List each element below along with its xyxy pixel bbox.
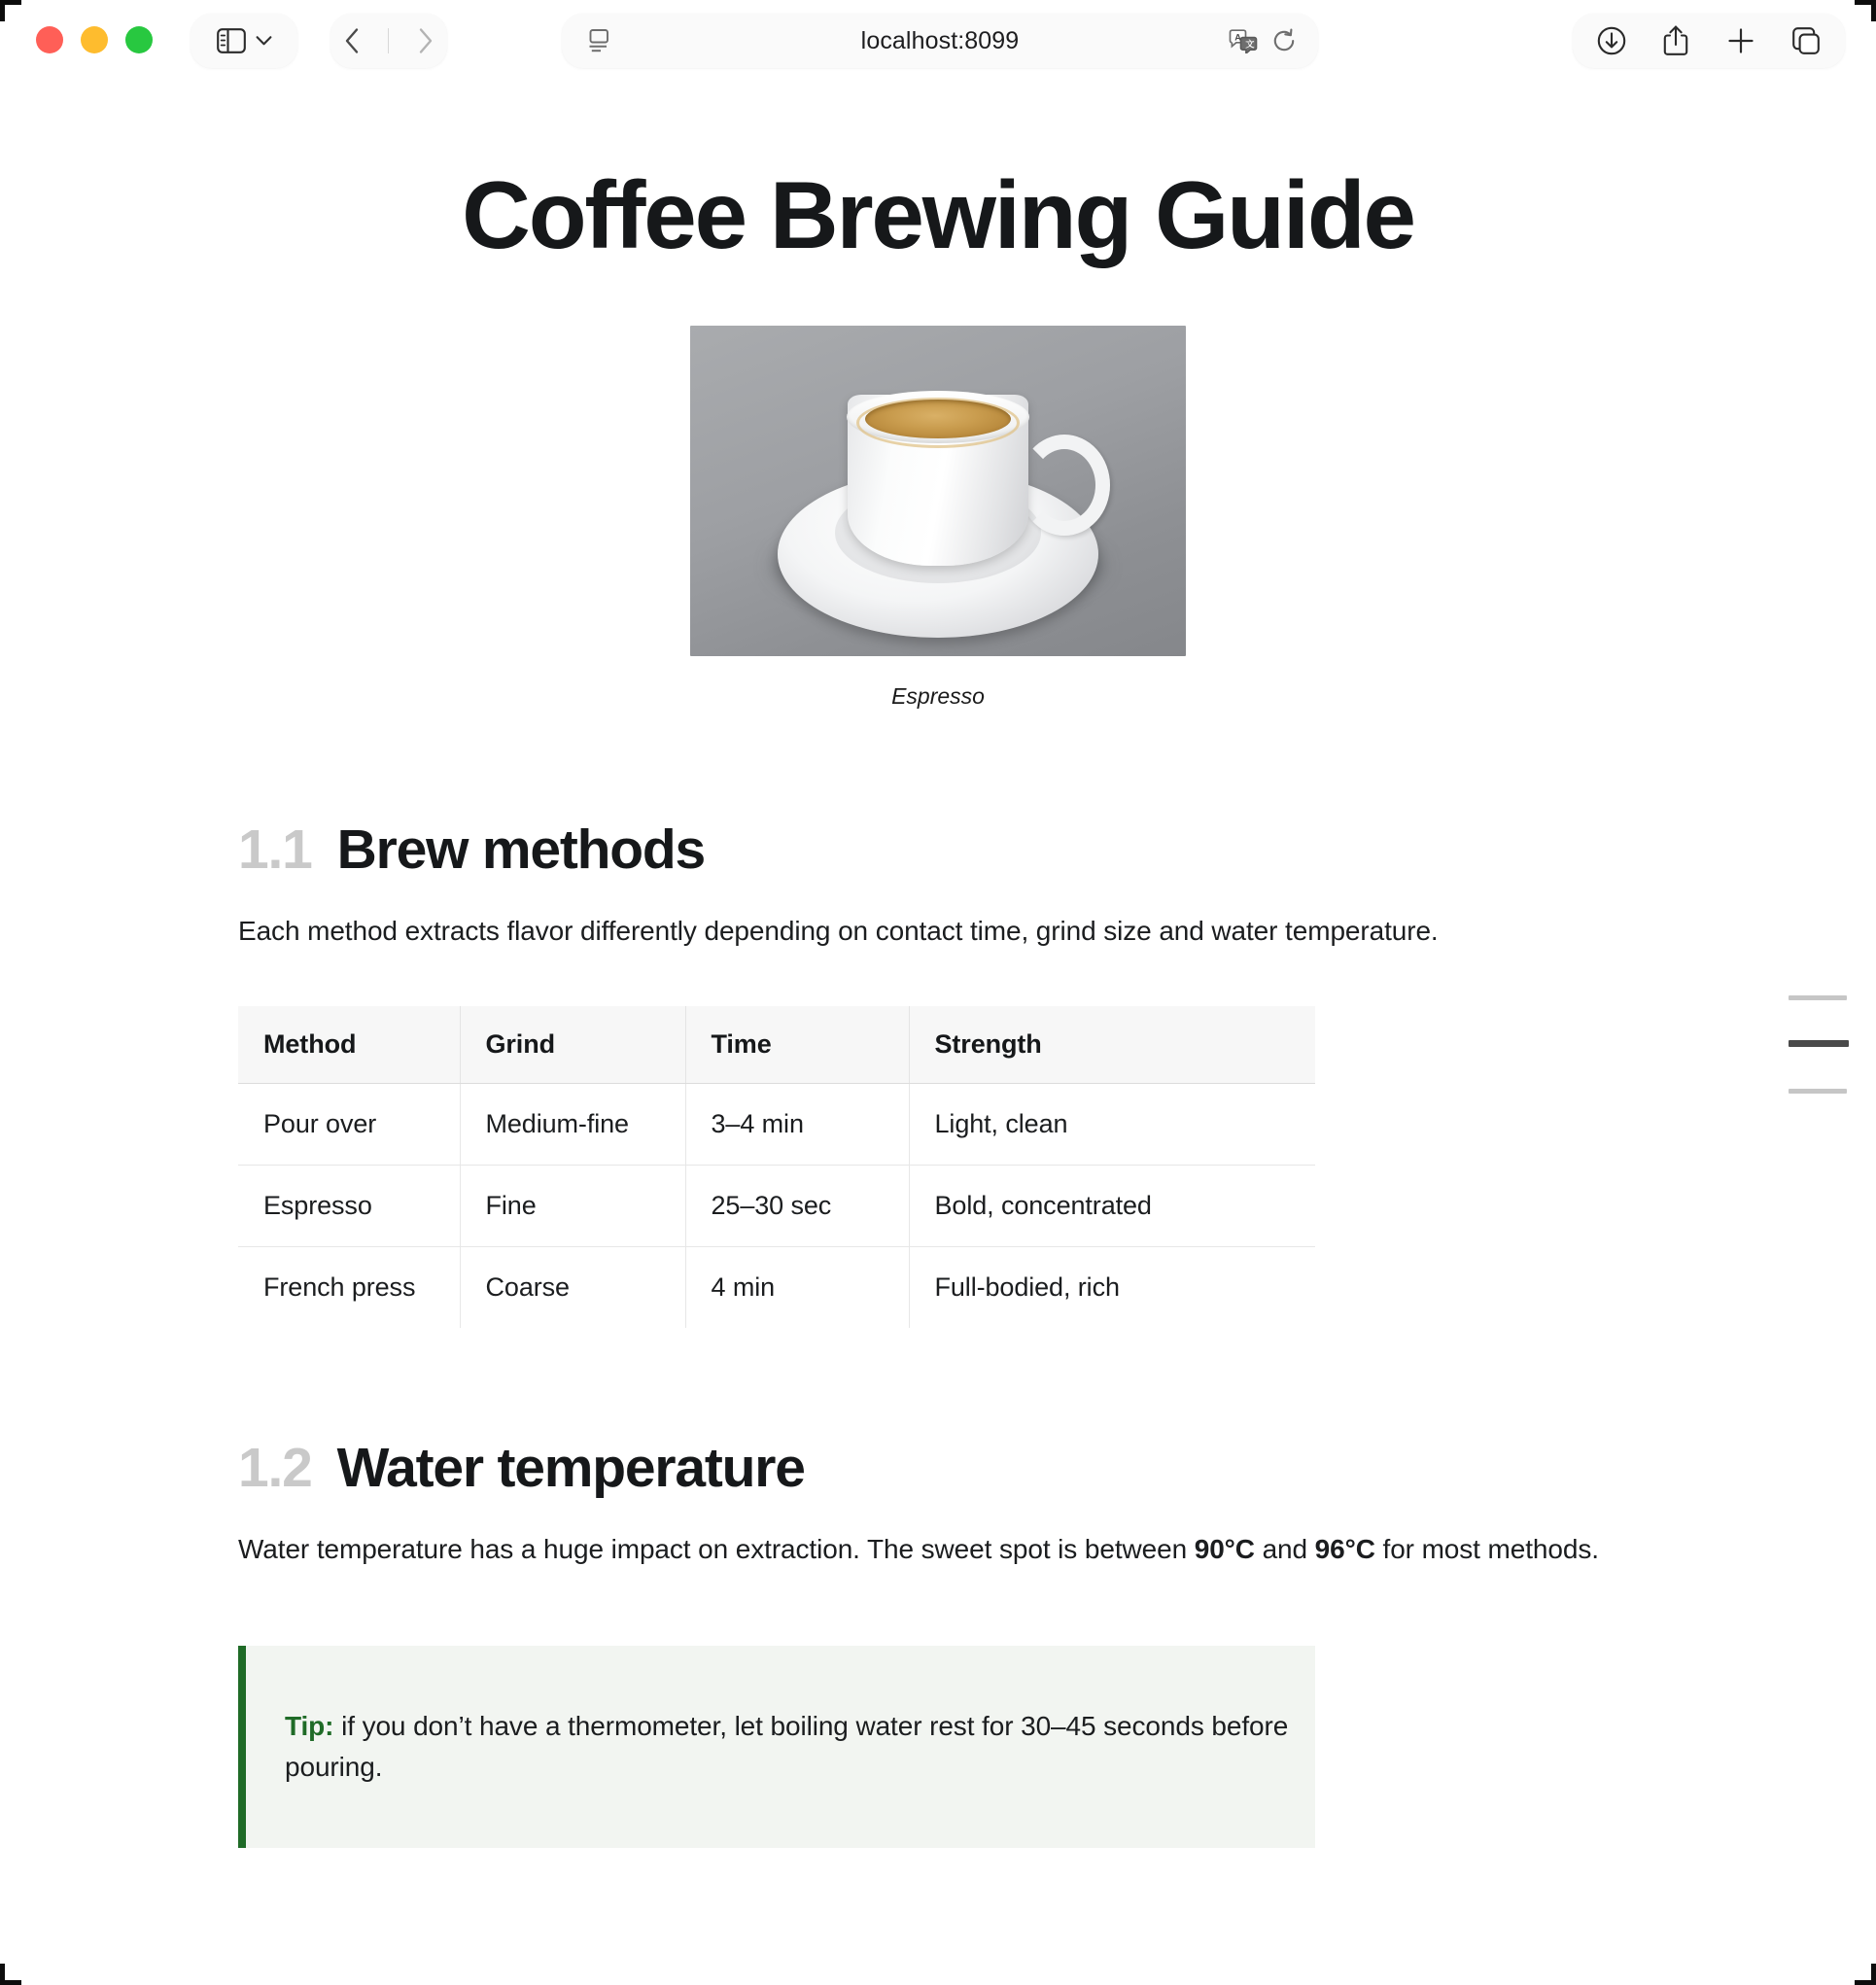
section-paragraph-1-2: [238, 1527, 1638, 1571]
corner-tick-br-v: [1871, 1964, 1876, 1985]
back-arrow-icon[interactable]: [344, 27, 361, 54]
close-window-button[interactable]: [36, 26, 63, 53]
document-content: [238, 101, 1638, 1848]
figure-caption: Espresso: [891, 682, 985, 709]
svg-text:A: A: [1234, 31, 1241, 42]
cell-strength: Bold, concentrated: [909, 1165, 1315, 1246]
section-paragraph-1-1: Each method extracts flavor differently depending on contact time, grind size and water temperature.: [238, 916, 1439, 947]
chevron-down-icon[interactable]: [256, 35, 272, 47]
temp-low-value: 90°C: [1194, 1534, 1255, 1565]
plus-icon[interactable]: [1725, 25, 1756, 56]
browser-toolbar: [0, 0, 1876, 101]
cell-time: 4 min: [685, 1246, 909, 1328]
cell-time: 3–4 min: [685, 1083, 909, 1165]
tab-overview-icon[interactable]: [1790, 25, 1822, 56]
section-number: 1.2: [238, 1436, 312, 1499]
section-title: Brew methods: [336, 818, 705, 881]
address-bar[interactable]: [562, 14, 1318, 68]
paragraph-text-before: Water temperature has a huge impact on extraction. The sweet spot is between: [238, 1534, 1195, 1565]
section-heading-1-2: [238, 1437, 1638, 1501]
sidebar-icon[interactable]: [217, 28, 246, 53]
cell-method: Espresso: [238, 1165, 460, 1246]
column-header-strength: Strength: [909, 1006, 1315, 1084]
address-bar-url[interactable]: localhost:8099: [860, 26, 1020, 54]
forward-arrow-icon[interactable]: [417, 27, 434, 54]
navigation-group: [330, 14, 447, 68]
svg-text:文: 文: [1245, 39, 1255, 50]
address-bar-actions: [1229, 28, 1297, 53]
translate-icon[interactable]: [1229, 29, 1258, 53]
cell-strength: Light, clean: [909, 1083, 1315, 1165]
table-row: [238, 1165, 1315, 1246]
maximize-window-button[interactable]: [125, 26, 153, 53]
section-heading-1-1: [238, 818, 1638, 883]
section-number: 1.1: [238, 818, 312, 881]
sidebar-toggle-group[interactable]: [191, 14, 297, 68]
tip-body: if you don’t have a thermometer, let boiling water rest for 30–45 seconds before pouring.: [285, 1710, 1289, 1782]
share-icon[interactable]: [1661, 24, 1690, 57]
tip-callout-text: [285, 1706, 1315, 1788]
page-viewport: [0, 101, 1876, 1985]
window-controls: [36, 26, 153, 53]
minimize-window-button[interactable]: [81, 26, 108, 53]
table-row: [238, 1083, 1315, 1165]
scroll-marker-current[interactable]: [1789, 1040, 1849, 1047]
cell-strength: Full-bodied, rich: [934, 1271, 1120, 1302]
column-header-time: Time: [685, 1006, 909, 1084]
figure: [238, 326, 1638, 710]
temp-high-value: 96°C: [1314, 1534, 1375, 1565]
tip-label: Tip:: [285, 1710, 334, 1741]
toolbar-actions-group: [1573, 14, 1845, 68]
corner-tick-tl-v: [0, 0, 5, 21]
scroll-position-markers[interactable]: [1789, 995, 1855, 1102]
cell-method: French press: [238, 1246, 460, 1328]
brew-methods-table: [238, 1006, 1315, 1328]
column-header-method: Method: [238, 1006, 460, 1084]
nav-divider: [388, 28, 389, 53]
cell-grind: Coarse: [460, 1246, 685, 1328]
cell-grind: Medium-fine: [460, 1083, 685, 1165]
corner-tick-bl-v: [0, 1964, 5, 1985]
page-title: Coffee Brewing Guide: [462, 161, 1414, 268]
scroll-marker-above[interactable]: [1789, 995, 1847, 1000]
column-header-grind: Grind: [460, 1006, 685, 1084]
downloads-icon[interactable]: [1596, 25, 1627, 56]
table-header-row: [238, 1006, 1315, 1084]
paragraph-text-after: for most methods.: [1374, 1534, 1599, 1565]
paragraph-text-middle: and: [1254, 1534, 1315, 1565]
corner-tick-tr-v: [1871, 0, 1876, 21]
cell-grind: Fine: [460, 1165, 685, 1246]
table-body: [238, 1083, 1315, 1328]
table-row: [238, 1246, 1315, 1328]
cell-method: Pour over: [238, 1083, 460, 1165]
section-title: Water temperature: [336, 1436, 805, 1499]
reload-icon[interactable]: [1271, 28, 1297, 53]
reader-view-icon[interactable]: [587, 28, 610, 53]
scroll-marker-below[interactable]: [1789, 1089, 1847, 1094]
tip-callout: [238, 1646, 1315, 1848]
cell-time: 25–30 sec: [685, 1165, 909, 1246]
espresso-image: [690, 326, 1186, 656]
table-header: [238, 1006, 1315, 1084]
